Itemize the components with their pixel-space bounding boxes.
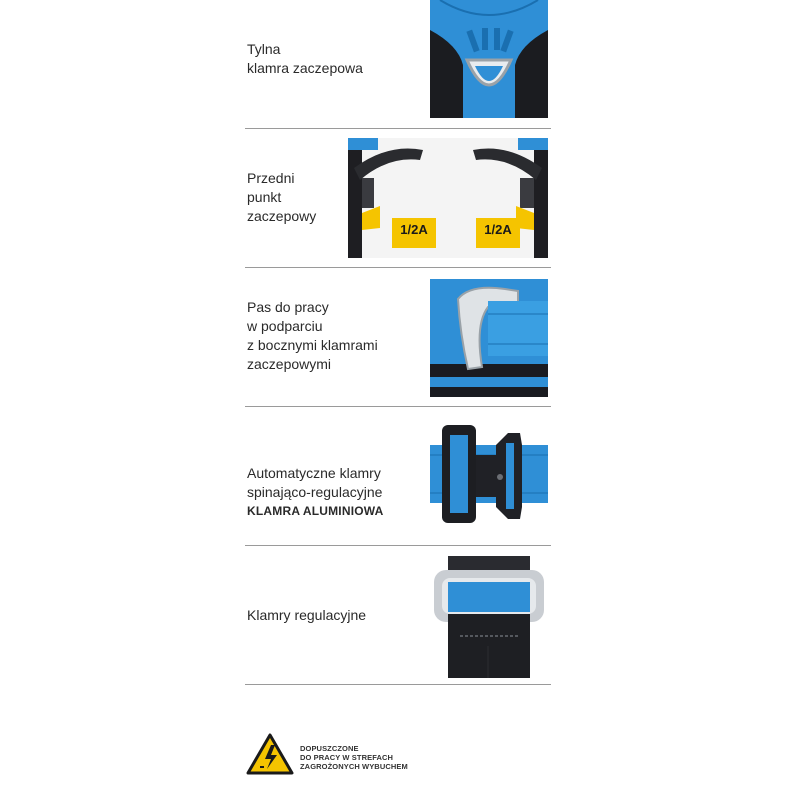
- front-attachment-photo: [348, 138, 548, 258]
- feature-label: Tylna klamra zaczepowa: [247, 41, 363, 76]
- feature-label: Pas do pracy w podparciu z bocznymi klamrami zaczepowymi: [247, 299, 378, 372]
- feature-row-work-belt: [245, 268, 550, 406]
- rating-tag: 1/2A: [484, 222, 512, 237]
- feature-label: Przedni punkt zaczepowy: [247, 170, 317, 224]
- feature-sublabel: KLAMRA ALUMINIOWA: [247, 504, 384, 518]
- feature-row-auto-buckle: [245, 407, 550, 545]
- adjust-buckle-photo: [430, 556, 548, 678]
- feature-row-front-attachment: [245, 129, 550, 267]
- rating-tag: 1/2A: [400, 222, 428, 237]
- rear-d-ring-photo: [430, 0, 548, 118]
- feature-row-rear-attachment: [245, 0, 550, 128]
- feature-label-text: Automatyczne klamry spinająco-regulacyjne: [247, 465, 383, 500]
- feature-row-adjust-buckle: [245, 546, 550, 684]
- feature-label: Klamry regulacyjne: [247, 607, 367, 623]
- divider: [245, 684, 551, 685]
- auto-buckle-photo: [430, 415, 548, 537]
- feature-label: [247, 445, 384, 540]
- footer-warning-text: DOPUSZCZONE DO PRACY W STREFACH ZAGROŻONYCH WYBUCHEM: [300, 744, 408, 771]
- work-belt-photo: [430, 279, 548, 397]
- electric-hazard-warning-icon: [246, 733, 294, 780]
